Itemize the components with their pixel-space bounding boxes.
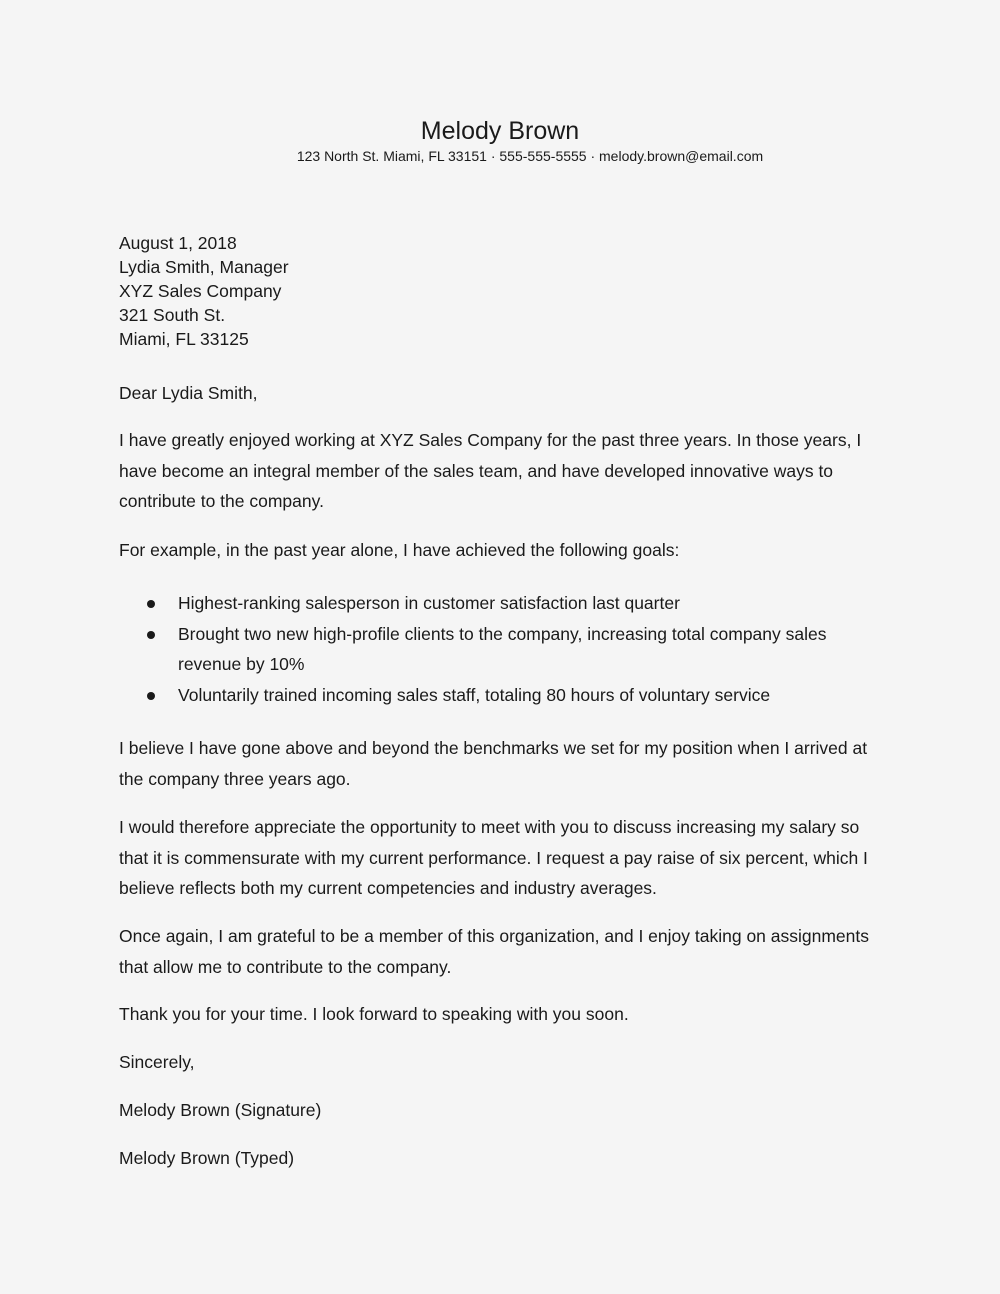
greeting: Dear Lydia Smith, [119,383,258,403]
typed-name: Melody Brown (Typed) [119,1148,295,1168]
bullet-icon [147,631,155,639]
goal-text: Highest-ranking salesperson in customer satisfaction last quarter [178,593,680,613]
list-item [119,619,889,680]
recipient-name-title: Lydia Smith, Manager [119,257,289,277]
list-item [119,680,889,711]
sender-contact-line: 123 North St. Miami, FL 33151 · 555-555-5555 · melody.brown@email.com [296,148,764,164]
goal-text: Voluntarily trained incoming sales staff, totaling 80 hours of voluntary service [178,684,771,705]
letter-date: August 1, 2018 [119,233,237,253]
bullet-icon [147,692,155,700]
goal-text: Brought two new high-profile clients to the company, increasing total company sales revenue by 10% [178,623,827,674]
sender-name: Melody Brown [420,117,580,145]
recipient-street: 321 South St. [119,305,226,325]
goals-list [119,588,889,710]
paragraph-benchmarks: I believe I have gone above and beyond the benchmarks we set for my position when I arrived at the company three years ago. [119,738,868,789]
signature-line: Melody Brown (Signature) [119,1100,322,1120]
recipient-company: XYZ Sales Company [119,281,282,301]
date-and-recipient-block [119,231,889,351]
paragraph-goals-lead: For example, in the past year alone, I have achieved the following goals: [119,540,680,560]
list-item [119,588,889,619]
paragraph-raise-request: I would therefore appreciate the opportunity to meet with you to discuss increasing my salary so that it is commensurate with my current performance. I request a pay raise of six percent, which I believe reflects both my current competencies and industry averages. [119,817,868,898]
bullet-icon [147,600,155,608]
paragraph-intro: I have greatly enjoyed working at XYZ Sales Company for the past three years. In those years, I have become an integral member of the sales team, and have developed innovative ways to contribute to the company. [119,430,862,511]
closing: Sincerely, [119,1052,195,1072]
recipient-city: Miami, FL 33125 [119,329,249,349]
paragraph-thanks: Thank you for your time. I look forward to speaking with you soon. [119,1004,629,1024]
paragraph-gratitude: Once again, I am grateful to be a member of this organization, and I enjoy taking on assignments that allow me to contribute to the company. [119,926,870,977]
